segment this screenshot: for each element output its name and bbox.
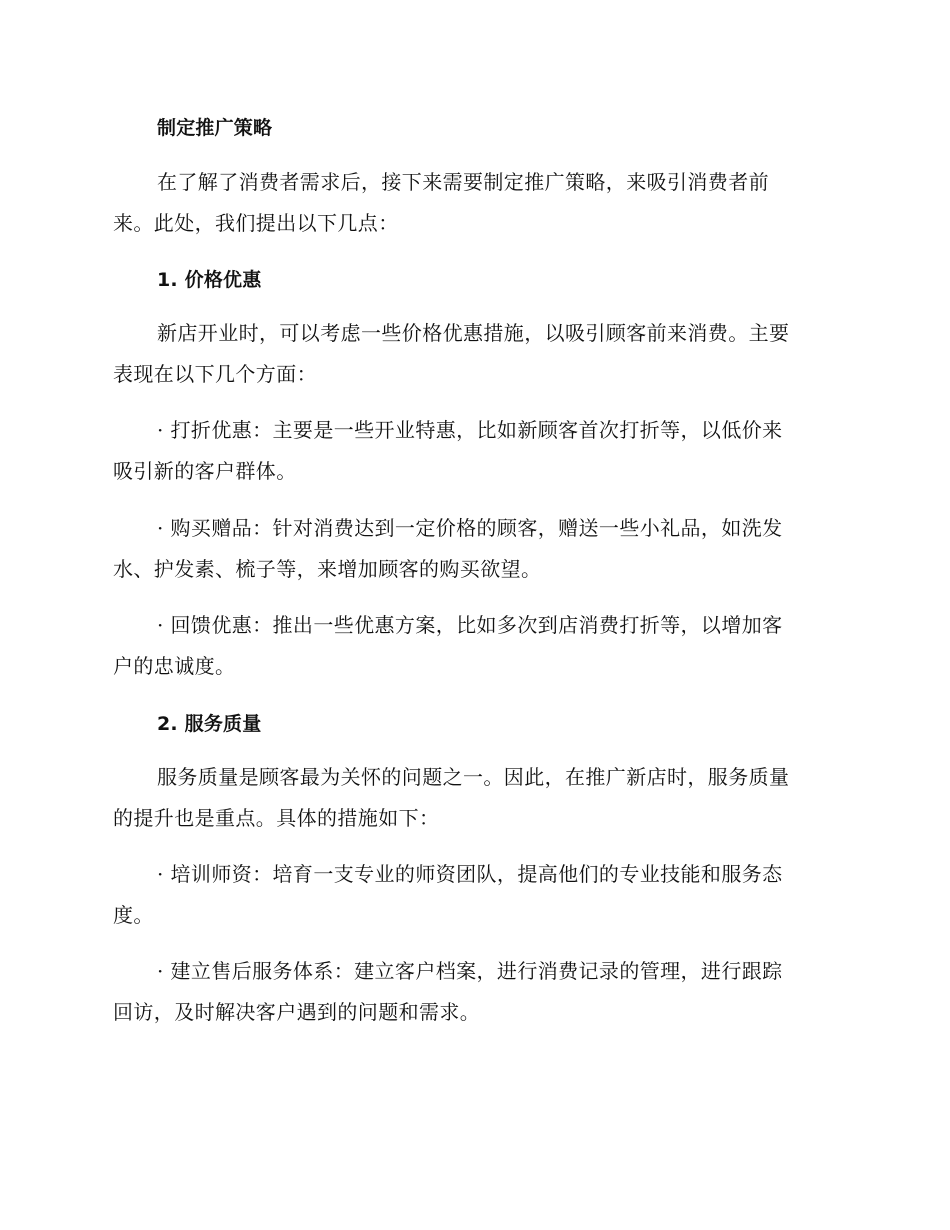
price-item-line-1: · 购买赠品：针对消费达到一定价格的顾客，赠送一些小礼品，如洗发 — [157, 516, 783, 540]
service-heading: 2. 服务质量 — [157, 713, 262, 735]
intro-line-2: 来。此处，我们提出以下几点： — [113, 211, 399, 235]
service-intro-line-1: 服务质量是顾客最为关怀的问题之一。因此，在推广新店时，服务质量 — [157, 765, 790, 789]
service-item-aftersales — [113, 951, 838, 1033]
service-intro-paragraph — [113, 757, 838, 839]
price-item-discount — [113, 410, 838, 492]
price-item-loyalty — [113, 605, 838, 687]
intro-paragraph — [113, 162, 838, 244]
price-item-line-1: · 打折优惠：主要是一些开业特惠，比如新顾客首次打折等，以低价来 — [157, 418, 783, 442]
price-intro-line-2: 表现在以下几个方面： — [113, 362, 317, 386]
service-item-line-2: 回访，及时解决客户遇到的问题和需求。 — [113, 1000, 481, 1024]
service-intro-line-2: 的提升也是重点。具体的措施如下： — [113, 806, 440, 830]
price-item-gift — [113, 508, 838, 590]
service-item-training — [113, 854, 838, 936]
price-heading: 1. 价格优惠 — [157, 269, 262, 291]
price-item-line-2: 水、护发素、梳子等，来增加顾客的购买欲望。 — [113, 557, 542, 581]
price-item-line-1: · 回馈优惠：推出一些优惠方案，比如多次到店消费打折等，以增加客 — [157, 613, 783, 637]
service-item-line-1: · 培训师资：培育一支专业的师资团队，提高他们的专业技能和服务态 — [157, 862, 783, 886]
intro-line-1: 在了解了消费者需求后，接下来需要制定推广策略，来吸引消费者前 — [157, 170, 769, 194]
price-item-line-2: 户的忠诚度。 — [113, 654, 236, 678]
price-item-line-2: 吸引新的客户群体。 — [113, 459, 297, 483]
service-item-line-1: · 建立售后服务体系：建立客户档案，进行消费记录的管理，进行跟踪 — [157, 959, 783, 983]
price-intro-paragraph — [113, 313, 838, 395]
section-title: 制定推广策略 — [157, 117, 273, 139]
service-item-line-2: 度。 — [113, 903, 154, 927]
price-intro-line-1: 新店开业时，可以考虑一些价格优惠措施，以吸引顾客前来消费。主要 — [157, 321, 790, 345]
